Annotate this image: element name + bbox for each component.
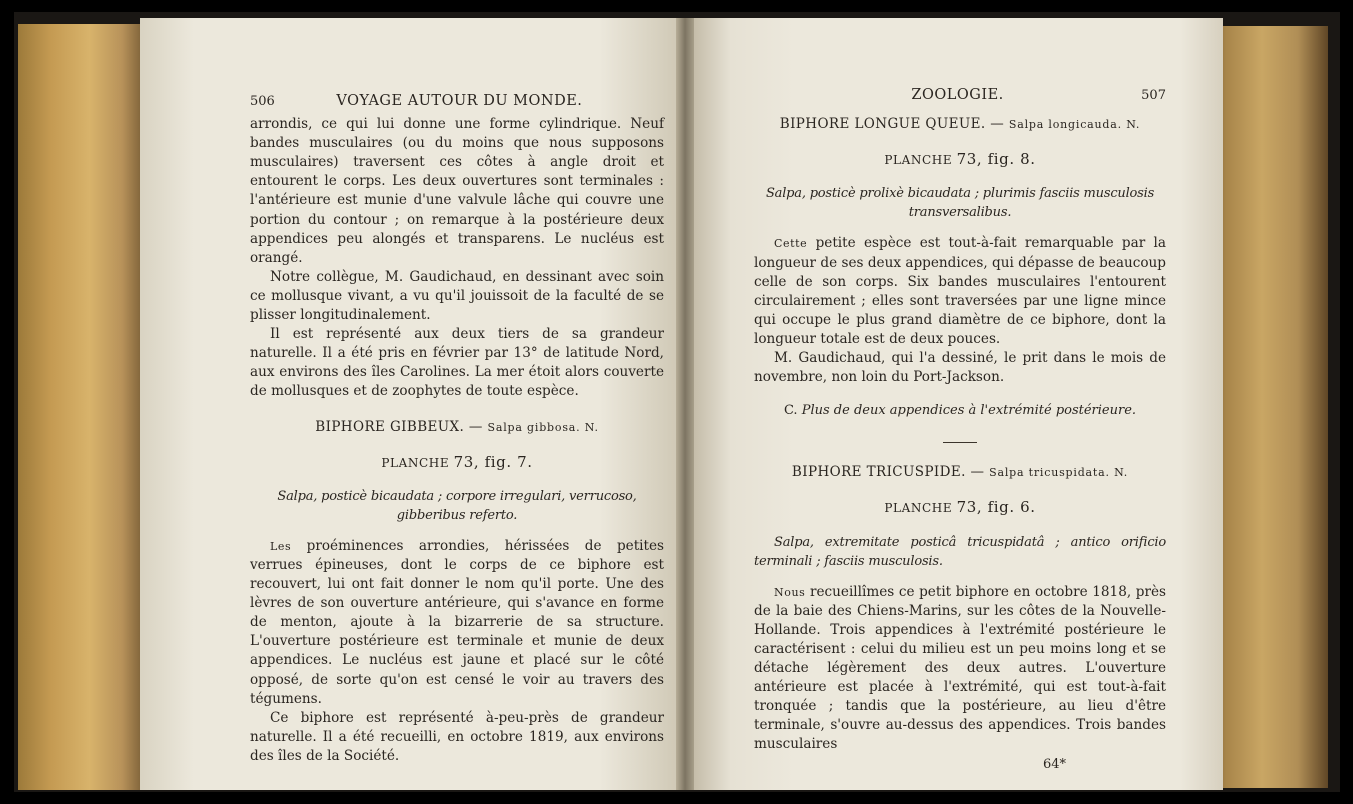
plate-number: 73, fig. 7.: [453, 452, 533, 471]
paragraph-body: proéminences arrondies, hérissées de petites verrues épineuses, dont le corps de ce biphore est recouvert, lui ont fait donner le nom qu'il porte. Une des lèvres de son ouverture antérieure, qui s'avance en forme de menton, ajoute à la bizarrerie de sa structure. L'ouverture postérieure est terminale et munie de deux appendices. Le nucléus est jaune et placé sur le côté opposé, de sorte qu'on est censé le voir au travers des tégumens.: [250, 537, 664, 707]
plate-reference: [754, 150, 1166, 170]
smallcaps-lead: Les: [270, 539, 292, 553]
smallcaps-lead: Cette: [774, 237, 808, 251]
section-title: Plus de deux appendices à l'extrémité postérieure.: [801, 403, 1137, 419]
right-running-header: [754, 86, 1166, 105]
paragraph: [754, 583, 1166, 755]
species-name: BIPHORE LONGUE QUEUE. —: [779, 116, 1005, 133]
paragraph: arrondis, ce qui lui donne une forme cylindrique. Neuf bandes musculaires (ou du moins que nous supposons musculaires) traversent ces côtes à angle droit et entourent le corps. Les deux ouvertures sont terminales : l'antérieure est munie d'une valvule lâche qui couvre une portion du contour ; on remarque à la postérieure deux appendices peu alongés et transparens. Le nucléus est orangé.: [250, 116, 664, 266]
paragraph-body: petite espèce est tout-à-fait remarquable par la longueur de ses deux appendices, qui dépasse de beaucoup celle de son corps. Six bandes musculaires l'entourent circulairement ; elles sont traversées par une ligne mince qui occupe le plus grand diamètre de ce biphore, dont la longueur totale est de deux pouces.: [754, 235, 1166, 347]
species-heading: [754, 115, 1166, 134]
page-number: 507: [1141, 88, 1166, 103]
plate-number: 73, fig. 8.: [956, 150, 1036, 169]
paragraph: Il est représenté aux deux tiers de sa grandeur naturelle. Il a été pris en février par 13° de latitude Nord, aux environs des îles Carolines. La mer étoit alors couverte de mollusques et de zoophytes de toute espèce.: [250, 326, 664, 400]
latin-diagnosis: Salpa, posticè bicaudata ; corpore irregulari, verrucoso, gibberibus referto.: [277, 488, 637, 523]
signature-mark: 64*: [1042, 756, 1066, 772]
species-heading: [250, 418, 664, 437]
plate-number: 73, fig. 6.: [956, 498, 1036, 517]
smallcaps-lead: Nous: [774, 585, 806, 599]
paragraph: [754, 234, 1166, 349]
left-running-header: [250, 92, 664, 111]
latin-diagnosis: Salpa, posticè prolixè bicaudata ; plurimis fasciis musculosis transversalibus.: [765, 186, 1155, 221]
species-name: BIPHORE TRICUSPIDE. —: [791, 464, 985, 481]
section-letter: C.: [783, 403, 798, 419]
right-text-column: [754, 86, 1166, 774]
species-heading: [754, 463, 1166, 482]
plate-label: PLANCHE: [884, 501, 953, 516]
paragraph: M. Gaudichaud, qui l'a dessiné, le prit dans le mois de novembre, non loin du Port-Jackson.: [754, 350, 1166, 386]
species-latin-name: Salpa longicauda. N.: [1008, 118, 1141, 132]
plate-label: PLANCHE: [884, 153, 953, 168]
paragraph: [250, 537, 664, 709]
divider-rule: [943, 442, 977, 443]
book-gutter: [676, 18, 694, 790]
running-title: VOYAGE AUTOUR DU MONDE.: [336, 93, 583, 109]
paragraph-body: recueillîmes ce petit biphore en octobre 1818, près de la baie des Chiens-Marins, sur les côtes de la Nouvelle-Hollande. Trois appendices à l'extrémité postérieure le caractérisent : celui du milieu est un peu moins long et se détache légèrement des deux autres. L'ouverture antérieure est placée à l'extrémité, qui est tout-à-fait tronquée ; tandis que la postérieure, au lieu d'être terminale, s'ouvre au-dessus des appendices. Trois bandes musculaires: [754, 583, 1166, 753]
page-number: 506: [250, 94, 275, 109]
paragraph: Ce biphore est représenté à-peu-près de grandeur naturelle. Il a été recueilli, en octobre 1819, aux environs des îles de la Société.: [250, 709, 664, 764]
page-edges-right: [1208, 26, 1328, 788]
running-title: ZOOLOGIE.: [911, 87, 1004, 103]
plate-reference: [754, 498, 1166, 518]
section-heading: [754, 401, 1166, 420]
left-text-column: [250, 92, 664, 766]
plate-label: PLANCHE: [381, 455, 450, 470]
page-edges-left: [18, 24, 148, 790]
species-name: BIPHORE GIBBEUX. —: [315, 418, 483, 435]
plate-reference: [250, 453, 664, 473]
species-latin-name: Salpa gibbosa. N.: [487, 420, 599, 434]
latin-diagnosis: Salpa, extremitate posticâ tricuspidatâ ; antico orificio terminali ; fasciis musculosis.: [754, 534, 1166, 569]
species-latin-name: Salpa tricuspidata. N.: [989, 466, 1129, 480]
paragraph: Notre collègue, M. Gaudichaud, en dessinant avec soin ce mollusque vivant, a vu qu'il jouissoit de la faculté de se plisser longitudinalement.: [250, 268, 664, 324]
